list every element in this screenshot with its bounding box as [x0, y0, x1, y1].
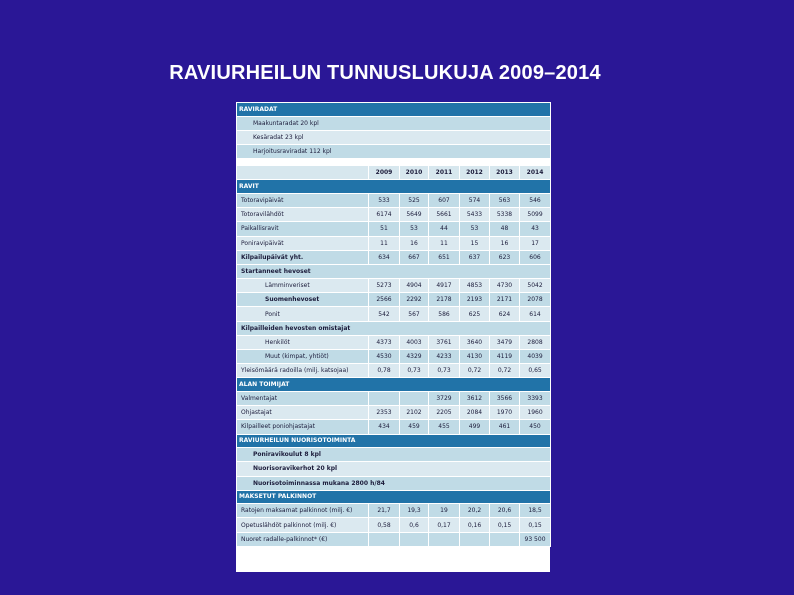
row-label: Totoravipäivät	[237, 193, 369, 207]
value-cell: 2292	[400, 293, 429, 307]
value-cell: 3640	[460, 335, 490, 349]
value-cell: 2078	[520, 293, 551, 307]
value-cell: 2012	[460, 166, 490, 180]
value-cell: 606	[520, 250, 551, 264]
value-cell: 93 500	[520, 532, 551, 546]
value-cell: 667	[400, 250, 429, 264]
table-row	[237, 532, 551, 546]
value-cell: 0,58	[369, 518, 400, 532]
value-cell: 3729	[429, 391, 460, 405]
value-cell: 3612	[460, 391, 490, 405]
value-cell: 3479	[490, 335, 520, 349]
value-cell: 4119	[490, 350, 520, 364]
value-cell: 3761	[429, 335, 460, 349]
row-label: Paikallisravit	[237, 222, 369, 236]
value-cell: 17	[520, 236, 551, 250]
value-cell: 2102	[400, 406, 429, 420]
value-cell: 21,7	[369, 504, 400, 518]
row-label: Harjoitusraviradat 112 kpl	[237, 144, 551, 158]
row-label: Valmentajat	[237, 391, 369, 405]
value-cell: 5661	[429, 208, 460, 222]
table-row	[237, 335, 551, 349]
value-cell: 4003	[400, 335, 429, 349]
row-label: Kilpailleet poniohjastajat	[237, 420, 369, 434]
year-header-row	[237, 166, 551, 180]
value-cell: 16	[400, 236, 429, 250]
value-cell: 651	[429, 250, 460, 264]
value-cell: 1960	[520, 406, 551, 420]
value-cell: 5338	[490, 208, 520, 222]
section-header: MAKSETUT PALKINNOT	[237, 490, 551, 504]
value-cell: 44	[429, 222, 460, 236]
value-cell: 625	[460, 307, 490, 321]
section-header: ALAN TOIMIJAT	[237, 378, 551, 392]
table-row	[237, 279, 551, 293]
value-cell: 4917	[429, 279, 460, 293]
value-cell: 607	[429, 193, 460, 207]
value-cell: 4530	[369, 350, 400, 364]
slide-title: RAVIURHEILUN TUNNUSLUKUJA 2009–2014	[169, 62, 601, 84]
table-row	[237, 193, 551, 207]
value-cell: 499	[460, 420, 490, 434]
table-row	[237, 504, 551, 518]
table-row	[237, 420, 551, 434]
value-cell: 459	[400, 420, 429, 434]
value-cell: 2171	[490, 293, 520, 307]
value-cell: 2205	[429, 406, 460, 420]
value-cell: 637	[460, 250, 490, 264]
value-cell	[400, 391, 429, 405]
value-cell: 5042	[520, 279, 551, 293]
value-cell: 15	[460, 236, 490, 250]
value-cell: 533	[369, 193, 400, 207]
value-cell: 5099	[520, 208, 551, 222]
value-cell: 11	[429, 236, 460, 250]
value-cell: 3393	[520, 391, 551, 405]
value-cell: 0,16	[460, 518, 490, 532]
value-cell: 19,3	[400, 504, 429, 518]
value-cell: 0,65	[520, 364, 551, 378]
value-cell: 16	[490, 236, 520, 250]
value-cell: 1970	[490, 406, 520, 420]
row-label: Lämminveriset	[237, 279, 369, 293]
value-cell: 43	[520, 222, 551, 236]
row-label: Ratojen maksamat palkinnot (milj. €)	[237, 504, 369, 518]
value-cell: 4904	[400, 279, 429, 293]
value-cell: 5273	[369, 279, 400, 293]
table-row	[237, 307, 551, 321]
value-cell: 2013	[490, 166, 520, 180]
row-label: Totoravilähdöt	[237, 208, 369, 222]
value-cell: 20,6	[490, 504, 520, 518]
value-cell: 4730	[490, 279, 520, 293]
value-cell	[400, 532, 429, 546]
subsection-header: Kilpailleiden hevosten omistajat	[237, 321, 551, 335]
value-cell: 574	[460, 193, 490, 207]
value-cell: 4233	[429, 350, 460, 364]
section-header: RAVIURHEILUN NUORISOTOIMINTA	[237, 434, 551, 448]
value-cell: 0,15	[520, 518, 551, 532]
value-cell: 20,2	[460, 504, 490, 518]
section-header: RAVIT	[237, 180, 551, 194]
table-row	[237, 364, 551, 378]
value-cell: 546	[520, 193, 551, 207]
value-cell: 542	[369, 307, 400, 321]
value-cell: 525	[400, 193, 429, 207]
subsection-header: Startanneet hevoset	[237, 264, 551, 278]
value-cell: 18,5	[520, 504, 551, 518]
value-cell: 455	[429, 420, 460, 434]
value-cell: 5649	[400, 208, 429, 222]
table-row	[237, 208, 551, 222]
value-cell: 2011	[429, 166, 460, 180]
row-label: Poniravipäivät	[237, 236, 369, 250]
table-row	[237, 518, 551, 532]
value-cell: 634	[369, 250, 400, 264]
value-cell: 11	[369, 236, 400, 250]
value-cell: 0,15	[490, 518, 520, 532]
section-header: RAVIRADAT	[237, 103, 551, 117]
value-cell: 2566	[369, 293, 400, 307]
value-cell: 2010	[400, 166, 429, 180]
value-cell: 2353	[369, 406, 400, 420]
value-cell	[369, 391, 400, 405]
value-cell	[369, 532, 400, 546]
value-cell: 624	[490, 307, 520, 321]
value-cell: 4130	[460, 350, 490, 364]
value-cell: 563	[490, 193, 520, 207]
value-cell: 623	[490, 250, 520, 264]
row-label: Opetuslähdöt palkinnot (milj. €)	[237, 518, 369, 532]
table-row	[237, 236, 551, 250]
value-cell: 586	[429, 307, 460, 321]
value-cell: 0,73	[429, 364, 460, 378]
value-cell: 3566	[490, 391, 520, 405]
value-cell: 4039	[520, 350, 551, 364]
row-label: Nuoret radalle-palkinnot* (€)	[237, 532, 369, 546]
value-cell: 53	[460, 222, 490, 236]
value-cell	[429, 532, 460, 546]
value-cell: 2014	[520, 166, 551, 180]
value-cell: 19	[429, 504, 460, 518]
value-cell: 0,78	[369, 364, 400, 378]
row-label: Nuorisotoiminnassa mukana 2800 h/84	[237, 476, 551, 490]
value-cell: 0,6	[400, 518, 429, 532]
value-cell: 2193	[460, 293, 490, 307]
value-cell: 2178	[429, 293, 460, 307]
value-cell: 0,72	[460, 364, 490, 378]
value-cell: 461	[490, 420, 520, 434]
table-row	[237, 293, 551, 307]
value-cell: 51	[369, 222, 400, 236]
value-cell: 567	[400, 307, 429, 321]
table-row	[237, 350, 551, 364]
row-label: Ponit	[237, 307, 369, 321]
row-label: Poniravikoulut 8 kpl	[237, 448, 551, 462]
row-label: Suomenhevoset	[237, 293, 369, 307]
statistics-table	[236, 102, 550, 572]
row-label: Ohjastajat	[237, 406, 369, 420]
table-row	[237, 462, 551, 476]
value-cell	[490, 532, 520, 546]
table-row	[237, 116, 551, 130]
value-cell: 4853	[460, 279, 490, 293]
value-cell	[460, 532, 490, 546]
value-cell: 53	[400, 222, 429, 236]
value-cell: 450	[520, 420, 551, 434]
row-label: Maakuntaradat 20 kpl	[237, 116, 551, 130]
row-label: Muut (kimpat, yhtiöt)	[237, 350, 369, 364]
table-row	[237, 250, 551, 264]
value-cell: 48	[490, 222, 520, 236]
value-cell: 5433	[460, 208, 490, 222]
row-label: Kilpailupäivät yht.	[237, 250, 369, 264]
value-cell: 0,72	[490, 364, 520, 378]
value-cell: 2808	[520, 335, 551, 349]
table-row	[237, 448, 551, 462]
value-cell: 4373	[369, 335, 400, 349]
row-label: Henkilöt	[237, 335, 369, 349]
table-row	[237, 406, 551, 420]
value-cell: 2009	[369, 166, 400, 180]
row-label: Nuorisoravikerhot 20 kpl	[237, 462, 551, 476]
value-cell: 4329	[400, 350, 429, 364]
table-row	[237, 144, 551, 158]
value-cell: 434	[369, 420, 400, 434]
table-row	[237, 130, 551, 144]
table-row	[237, 391, 551, 405]
value-cell: 2084	[460, 406, 490, 420]
row-label: Yleisömäärä radoilla (milj. katsojaa)	[237, 364, 369, 378]
value-cell: 614	[520, 307, 551, 321]
row-label: Kesäradat 23 kpl	[237, 130, 551, 144]
value-cell: 0,73	[400, 364, 429, 378]
value-cell: 6174	[369, 208, 400, 222]
value-cell: 0,17	[429, 518, 460, 532]
table-row	[237, 476, 551, 490]
table-row	[237, 222, 551, 236]
